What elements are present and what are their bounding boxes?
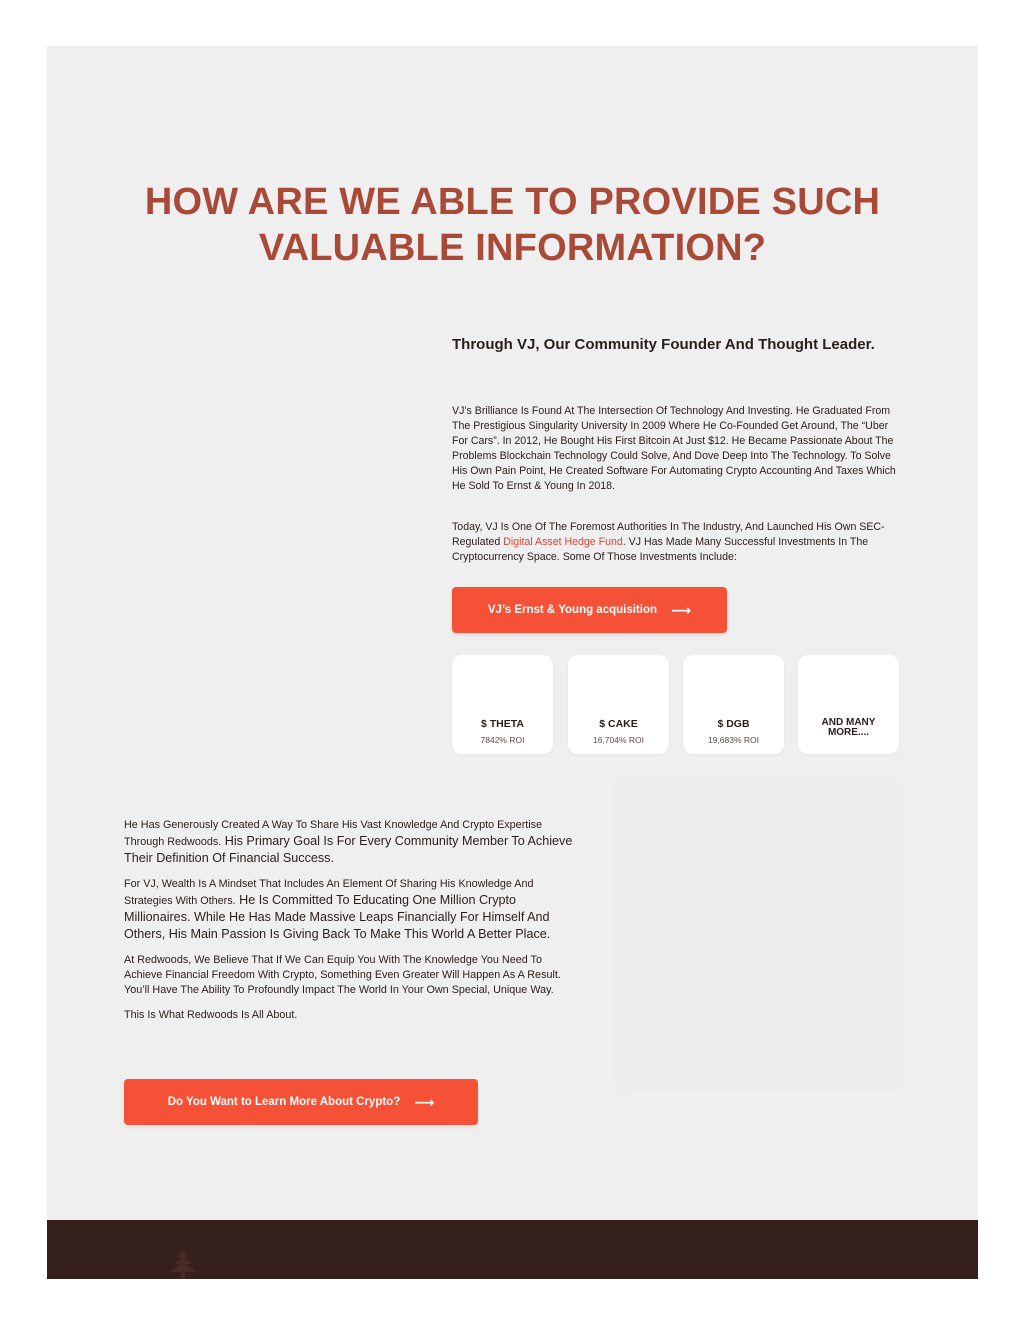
investment-card-more — [798, 655, 899, 754]
about-p1-emphasis: His Primary Goal Is For Every Community Member To Achieve Their Definition Of Financial Success. — [124, 834, 573, 865]
more-investments-label — [798, 718, 899, 738]
investment-card-cake — [568, 655, 669, 754]
more-line-1: AND MANY — [821, 717, 876, 728]
acquisition-button[interactable] — [452, 587, 727, 633]
investment-roi: 7842% ROI — [480, 735, 525, 745]
section-headline — [47, 179, 978, 271]
founder-bio-paragraph: VJ’s Brilliance Is Found At The Intersection Of Technology And Investing. He Graduated From The Prestigious Singularity University In 2009 Where He Co-Founded Get Around, The “Uber For Cars”. In 2012, He Bought His First Bitcoin At Just $12. He Became Passionate About The Problems Blockchain Technology Could Solve, And Dove Deep Into The Technology. To Solve His Own Pain Point, He Created Software For Automating Crypto Accounting And Taxes Which He Sold To Ernst & Young In 2018. — [452, 405, 896, 492]
about-p1-intro: He Has Generously Created A Way To Share His Vast Knowledge And Crypto Expertise Through Redwoods. — [124, 819, 543, 848]
founder-intro — [452, 336, 902, 745]
headline-line-1: HOW ARE WE ABLE TO PROVIDE SUCH — [144, 181, 881, 223]
learn-more-crypto-button[interactable] — [124, 1079, 478, 1125]
investment-card-dgb — [683, 655, 784, 754]
founder-subhead: Through VJ, Our Community Founder And Thought Leader. — [452, 336, 875, 353]
redwoods-logo-icon — [165, 1250, 201, 1279]
page-section — [47, 46, 978, 1279]
founder-fund-paragraph — [452, 520, 902, 565]
about-p2-intro: For VJ, Wealth Is A Mindset That Includes An Element Of Sharing His Knowledge And Strategies With Others. — [124, 878, 534, 907]
investment-ticker: $ DGB — [717, 718, 750, 730]
headline-line-2: VALUABLE INFORMATION? — [258, 227, 767, 269]
redwoods-about — [124, 818, 576, 1033]
fund-paragraph-text-end: . VJ Has Made Many Successful Investments In The Cryptocurrency Space. Some Of Those Investments Include: — [452, 536, 869, 563]
about-paragraph-2 — [124, 877, 576, 943]
investment-card-theta — [452, 655, 553, 754]
arrow-right-icon: ⟶ — [414, 1094, 435, 1110]
investment-roi: 16,704% ROI — [592, 735, 645, 745]
about-paragraph-4: This Is What Redwoods Is All About. — [124, 1009, 298, 1021]
investment-roi: 19,683% ROI — [707, 735, 760, 745]
acquisition-button-label: VJ’s Ernst & Young acquisition — [487, 604, 658, 616]
hedge-fund-link[interactable]: Digital Asset Hedge Fund — [503, 536, 623, 548]
investment-ticker: $ CAKE — [599, 718, 638, 730]
about-p2-emphasis: He Is Committed To Educating One Million Crypto Millionaires. While He Has Made Massive Leaps Financially For Himself And Others, His Main Passion Is Giving Back To Make This World A Better Place. — [124, 893, 551, 941]
learn-more-button-label: Do You Want to Learn More About Crypto? — [167, 1096, 401, 1108]
more-line-2: MORE.... — [827, 727, 870, 738]
investment-cards — [452, 655, 902, 756]
footer — [47, 1220, 978, 1279]
arrow-right-icon: ⟶ — [671, 602, 692, 618]
about-paragraph-1 — [124, 818, 576, 867]
fund-paragraph-text-start: Today, VJ Is One Of The Foremost Authorities In The Industry, And Launched His Own SEC-Regulated — [452, 521, 885, 548]
about-paragraph-3: At Redwoods, We Believe That If We Can Equip You With The Knowledge You Need To Achieve Financial Freedom With Crypto, Something Even Greater Will Happen As A Result. You’ll Have The Ability To Profoundly Impact The World In Your Own Special, Unique Way. — [124, 954, 561, 996]
founder-image-placeholder — [615, 776, 901, 1087]
investment-ticker: $ THETA — [481, 718, 524, 730]
